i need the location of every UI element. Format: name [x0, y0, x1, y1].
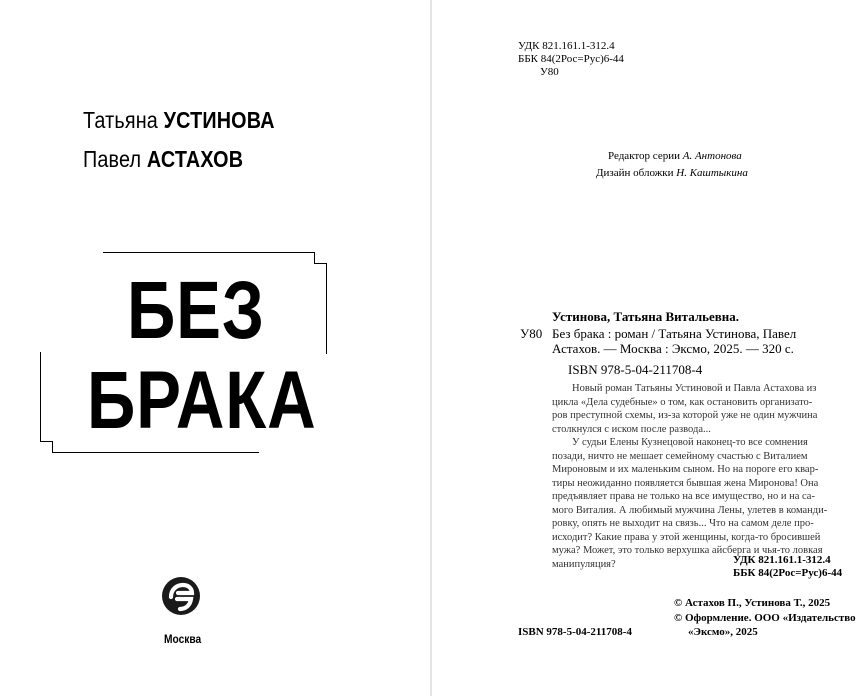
copyright-2b: «Эксмо», 2025 [688, 626, 758, 638]
bbk-bottom: ББК 84(2Рос=Рус)6-44 [733, 567, 843, 579]
udk-top: УДК 821.161.1-312.4 [518, 40, 615, 52]
cutter-top: У80 [540, 66, 559, 78]
annotation-line: Мироновым и их маленьким сыном. Но на пороге его квар- [552, 464, 819, 475]
annotation-line: исходит? Какие права у этой женщины, когда-то бросившей [552, 531, 821, 543]
isbn-bottom: ISBN 978-5-04-211708-4 [518, 626, 632, 638]
cover-design-label: Дизайн обложки [596, 167, 674, 179]
annotation-line: предъявляет права не только на все имущество, но и на са- [552, 491, 815, 502]
eksmo-logo-icon [161, 576, 201, 616]
author-2-family: АСТАХОВ [146, 146, 244, 172]
bib-isbn: ISBN 978-5-04-211708-4 [568, 362, 703, 377]
annotation-line: ровку, опять не выходит на связь... Что на самом деле про- [552, 518, 814, 529]
author-1-family: УСТИНОВА [163, 107, 275, 133]
title-line-1: БЕЗ [127, 265, 265, 356]
annotation-line: манипуляция? [552, 558, 616, 570]
frame-left-line [40, 352, 41, 442]
frame-bottom-line [52, 452, 259, 453]
frame-bottom-left-step [40, 441, 52, 442]
frame-right-line [326, 263, 327, 354]
series-editor-label: Редактор серии [608, 150, 680, 162]
publisher-city: Москва [164, 632, 202, 646]
annotation-line: У судьи Елены Кузнецовой наконец-то все сомнения [572, 437, 808, 448]
cover-design-credit [596, 167, 748, 179]
annotation-line: столкнулся с иском после развода... [552, 423, 711, 435]
bib-cutter: У80 [520, 326, 543, 341]
udk-bottom: УДК 821.161.1-312.4 [733, 554, 831, 566]
title-line-2: БРАКА [87, 355, 317, 446]
annotation-line: ров преступной схемы, из-за которой уже не один мужчина [552, 410, 818, 421]
left-page [0, 0, 431, 696]
annotation-line: тиры неожиданно появляется бывшая жена Миронова! Она [552, 477, 819, 489]
bib-line-2: Астахов. — Москва : Эксмо, 2025. — 320 с. [552, 341, 794, 356]
annotation-line: позади, ничто не мешает семейному счастью с Виталием [552, 450, 808, 462]
author-2-given: Павел [83, 146, 142, 172]
annotation-line: цикла «Дела судебные» о том, как остановить организато- [552, 396, 813, 408]
right-page [432, 0, 865, 696]
cover-design-name: Н. Каштыкина [676, 167, 748, 179]
copyright-1: © Астахов П., Устинова Т., 2025 [674, 597, 831, 609]
bib-line-1: Без брака : роман / Татьяна Устинова, Павел [552, 326, 797, 341]
annotation-line: мужа? Может, это только верхушка айсберга и чья-то ловкая [552, 545, 823, 556]
frame-top-right-step [314, 263, 326, 264]
frame-top-line [103, 252, 314, 253]
copyright-2a: © Оформление. ООО «Издательство [674, 612, 856, 624]
series-editor-name: А. Антонова [682, 150, 742, 162]
author-1-given: Татьяна [83, 107, 158, 133]
author-2 [83, 146, 243, 173]
annotation-line: мого Виталия. А любимый мужчина Лены, улетев в команди- [552, 504, 828, 516]
author-1 [83, 107, 275, 134]
annotation-line: Новый роман Татьяны Устиновой и Павла Астахова из [572, 383, 817, 394]
series-editor-credit [608, 150, 742, 162]
annotation [552, 382, 848, 571]
bib-author: Устинова, Татьяна Витальевна. [552, 309, 740, 324]
bbk-top: ББК 84(2Рос=Рус)6-44 [518, 53, 624, 65]
